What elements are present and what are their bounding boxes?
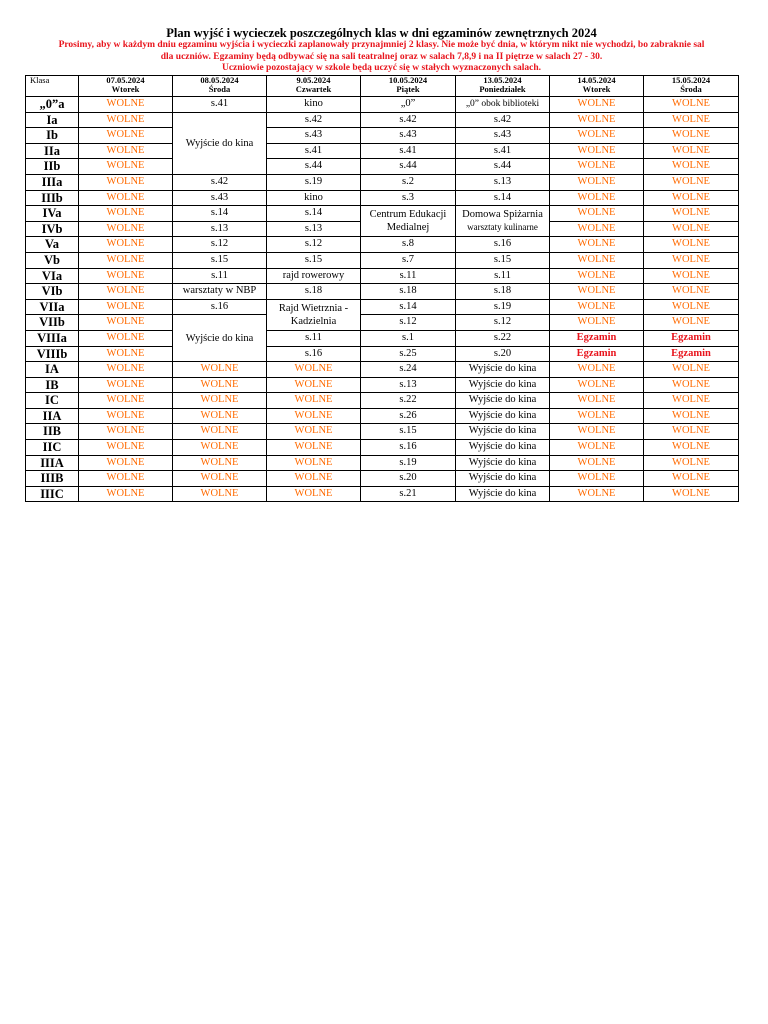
class-label: IIb (26, 159, 79, 175)
schedule-cell: WOLNE (644, 440, 739, 456)
schedule-cell: Wyjście do kina (173, 112, 267, 174)
schedule-cell: Wyjście do kina (456, 393, 550, 409)
schedule-cell: s.21 (361, 486, 456, 502)
schedule-cell: WOLNE (644, 315, 739, 331)
schedule-cell: WOLNE (173, 408, 267, 424)
class-label: IIIC (26, 486, 79, 502)
header-day: 15.05.2024 Środa (644, 76, 739, 97)
schedule-cell: WOLNE (550, 128, 644, 144)
schedule-cell: s.16 (361, 440, 456, 456)
schedule-cell: WOLNE (79, 471, 173, 487)
schedule-cell: s.26 (361, 408, 456, 424)
schedule-cell: WOLNE (79, 190, 173, 206)
schedule-cell: WOLNE (79, 299, 173, 315)
schedule-cell: WOLNE (644, 268, 739, 284)
schedule-cell: WOLNE (173, 455, 267, 471)
schedule-cell: s.25 (361, 346, 456, 362)
table-row (26, 471, 739, 487)
schedule-cell: s.12 (267, 237, 361, 253)
schedule-cell: WOLNE (267, 486, 361, 502)
schedule-table (25, 75, 739, 502)
table-row (26, 362, 739, 378)
schedule-cell: WOLNE (173, 486, 267, 502)
schedule-cell: WOLNE (644, 143, 739, 159)
class-label: Vb (26, 252, 79, 268)
table-row (26, 206, 739, 222)
schedule-cell: Wyjście do kina (173, 315, 267, 362)
schedule-cell: s.11 (361, 268, 456, 284)
schedule-cell: WOLNE (173, 471, 267, 487)
schedule-cell: WOLNE (550, 252, 644, 268)
table-row (26, 159, 739, 175)
schedule-cell: WOLNE (550, 206, 644, 222)
schedule-cell: s.13 (456, 174, 550, 190)
schedule-cell: warsztaty w NBP (173, 284, 267, 300)
table-row (26, 393, 739, 409)
schedule-cell: WOLNE (644, 299, 739, 315)
schedule-cell: WOLNE (267, 377, 361, 393)
table-row (26, 315, 739, 331)
schedule-cell: WOLNE (550, 159, 644, 175)
schedule-cell: WOLNE (550, 455, 644, 471)
schedule-cell: s.16 (173, 299, 267, 315)
schedule-cell: s.11 (267, 330, 361, 346)
header-klasa: Klasa (26, 76, 79, 97)
schedule-cell: s.13 (267, 221, 361, 237)
class-label: IIIA (26, 455, 79, 471)
class-label: VIIIb (26, 346, 79, 362)
schedule-cell: WOLNE (267, 362, 361, 378)
schedule-cell: WOLNE (644, 362, 739, 378)
schedule-cell: s.42 (267, 112, 361, 128)
schedule-cell: s.11 (456, 268, 550, 284)
table-row (26, 128, 739, 144)
table-row (26, 377, 739, 393)
schedule-cell: Wyjście do kina (456, 424, 550, 440)
schedule-cell: s.12 (361, 315, 456, 331)
class-label: IC (26, 393, 79, 409)
note-line-2: dla uczniów. Egzaminy będą odbywać się na sali teatralnej oraz w salach 7,8,9 i na II piętrze w salach 27 - 30. (160, 51, 603, 62)
schedule-cell: WOLNE (79, 143, 173, 159)
schedule-cell: s.43 (173, 190, 267, 206)
table-row (26, 299, 739, 315)
schedule-cell: s.14 (361, 299, 456, 315)
schedule-cell: s.19 (361, 455, 456, 471)
table-row (26, 346, 739, 362)
schedule-cell: s.15 (267, 252, 361, 268)
table-row (26, 174, 739, 190)
schedule-cell: s.12 (456, 315, 550, 331)
header-row (26, 76, 739, 97)
class-label: IIa (26, 143, 79, 159)
schedule-cell: WOLNE (550, 440, 644, 456)
schedule-cell: WOLNE (267, 424, 361, 440)
note-bottom: Uczniowie pozostający w szkole będą uczyć się w stałych wyznaczonych salach. (221, 63, 541, 73)
table-row (26, 330, 739, 346)
schedule-cell: Egzamin (644, 330, 739, 346)
header-day: 10.05.2024 Piątek (361, 76, 456, 97)
schedule-cell: WOLNE (79, 206, 173, 222)
schedule-cell: Wyjście do kina (456, 408, 550, 424)
schedule-cell: s.43 (267, 128, 361, 144)
schedule-cell: rajd rowerowy (267, 268, 361, 284)
schedule-cell: s.41 (456, 143, 550, 159)
class-label: VIb (26, 284, 79, 300)
schedule-cell: s.43 (361, 128, 456, 144)
class-label: IIIb (26, 190, 79, 206)
schedule-cell: WOLNE (644, 424, 739, 440)
class-label: IA (26, 362, 79, 378)
schedule-cell: WOLNE (550, 190, 644, 206)
table-row (26, 143, 739, 159)
schedule-cell: WOLNE (550, 393, 644, 409)
schedule-cell: WOLNE (79, 252, 173, 268)
schedule-cell: WOLNE (173, 377, 267, 393)
schedule-cell: WOLNE (550, 174, 644, 190)
schedule-cell: s.14 (456, 190, 550, 206)
table-row (26, 112, 739, 128)
schedule-cell: WOLNE (79, 268, 173, 284)
schedule-cell: s.41 (173, 97, 267, 113)
schedule-cell: WOLNE (550, 471, 644, 487)
schedule-cell: WOLNE (79, 112, 173, 128)
header-day: 14.05.2024 Wtorek (550, 76, 644, 97)
schedule-cell: WOLNE (644, 112, 739, 128)
schedule-cell: WOLNE (267, 393, 361, 409)
schedule-cell: WOLNE (644, 284, 739, 300)
class-label: Ib (26, 128, 79, 144)
schedule-cell: WOLNE (79, 330, 173, 346)
schedule-cell: s.16 (456, 237, 550, 253)
schedule-cell: WOLNE (550, 284, 644, 300)
schedule-cell: WOLNE (644, 455, 739, 471)
schedule-cell: s.19 (267, 174, 361, 190)
schedule-cell: s.18 (361, 284, 456, 300)
header-day: 07.05.2024 Wtorek (79, 76, 173, 97)
class-label: IIA (26, 408, 79, 424)
schedule-cell: Centrum Edukacji Medialnej (361, 206, 456, 237)
schedule-cell: WOLNE (79, 377, 173, 393)
table-row (26, 408, 739, 424)
schedule-cell: s.12 (173, 237, 267, 253)
schedule-cell: s.8 (361, 237, 456, 253)
schedule-cell: s.22 (361, 393, 456, 409)
class-label: IVa (26, 206, 79, 222)
schedule-cell: s.13 (361, 377, 456, 393)
note-line-1: Prosimy, aby w każdym dniu egzaminu wyjścia i wycieczki zaplanowały przynajmniej 2 klasy. Nie może być dnia, w którym nikt nie wychodzi, bo zabraknie sal (58, 40, 705, 50)
class-label: IIB (26, 424, 79, 440)
schedule-cell: WOLNE (267, 471, 361, 487)
schedule-cell: s.44 (267, 159, 361, 175)
header-day: 9.05.2024 Czwartek (267, 76, 361, 97)
schedule-cell: WOLNE (644, 486, 739, 502)
schedule-cell: WOLNE (550, 362, 644, 378)
schedule-cell: WOLNE (267, 455, 361, 471)
class-label: IIIa (26, 174, 79, 190)
schedule-cell: Egzamin (550, 346, 644, 362)
schedule-cell: s.20 (456, 346, 550, 362)
header-day: 13.05.2024 Poniedziałek (456, 76, 550, 97)
schedule-cell: s.13 (173, 221, 267, 237)
schedule-cell: Wyjście do kina (456, 471, 550, 487)
table-row (26, 486, 739, 502)
class-label: Ia (26, 112, 79, 128)
schedule-cell: WOLNE (644, 377, 739, 393)
schedule-cell: WOLNE (644, 408, 739, 424)
class-label: IIIB (26, 471, 79, 487)
class-label: VIa (26, 268, 79, 284)
schedule-cell: WOLNE (79, 128, 173, 144)
schedule-cell: WOLNE (550, 486, 644, 502)
schedule-cell: WOLNE (644, 190, 739, 206)
schedule-cell: s.15 (173, 252, 267, 268)
schedule-cell: WOLNE (644, 206, 739, 222)
schedule-cell: WOLNE (550, 424, 644, 440)
schedule-cell: WOLNE (644, 237, 739, 253)
schedule-cell: s.18 (267, 284, 361, 300)
schedule-cell: Wyjście do kina (456, 440, 550, 456)
schedule-cell: Wyjście do kina (456, 455, 550, 471)
schedule-cell: WOLNE (79, 221, 173, 237)
table-row (26, 268, 739, 284)
schedule-cell: WOLNE (79, 346, 173, 362)
page-title: Plan wyjść i wycieczek poszczególnych klas w dni egzaminów zewnętrznych 2024 (166, 26, 597, 40)
schedule-cell: WOLNE (550, 221, 644, 237)
schedule-cell: s.15 (361, 424, 456, 440)
table-row (26, 97, 739, 113)
schedule-cell: s.20 (361, 471, 456, 487)
schedule-cell: WOLNE (550, 112, 644, 128)
schedule-cell: WOLNE (644, 97, 739, 113)
schedule-cell: s.44 (361, 159, 456, 175)
schedule-cell: s.14 (173, 206, 267, 222)
class-label: IIC (26, 440, 79, 456)
schedule-cell: WOLNE (644, 128, 739, 144)
schedule-cell: WOLNE (550, 237, 644, 253)
schedule-cell: WOLNE (173, 424, 267, 440)
class-label: VIIIa (26, 330, 79, 346)
schedule-cell: kino (267, 97, 361, 113)
schedule-cell: s.14 (267, 206, 361, 222)
schedule-cell: WOLNE (79, 362, 173, 378)
schedule-cell: WOLNE (550, 268, 644, 284)
schedule-cell: WOLNE (644, 471, 739, 487)
document-page (25, 26, 738, 502)
schedule-cell: WOLNE (173, 440, 267, 456)
schedule-cell: WOLNE (79, 174, 173, 190)
schedule-cell: s.19 (456, 299, 550, 315)
table-row (26, 190, 739, 206)
schedule-cell: s.22 (456, 330, 550, 346)
table-row (26, 284, 739, 300)
schedule-cell: WOLNE (79, 159, 173, 175)
class-label: VIIa (26, 299, 79, 315)
schedule-cell: s.18 (456, 284, 550, 300)
schedule-cell: WOLNE (79, 424, 173, 440)
schedule-cell: WOLNE (550, 315, 644, 331)
schedule-cell: WOLNE (550, 377, 644, 393)
schedule-cell: s.41 (361, 143, 456, 159)
schedule-cell: WOLNE (79, 237, 173, 253)
schedule-cell: Domowa Spiżarnia warsztaty kulinarne (456, 206, 550, 237)
schedule-cell: WOLNE (79, 97, 173, 113)
schedule-cell: WOLNE (79, 486, 173, 502)
table-body (26, 97, 739, 502)
schedule-cell: s.41 (267, 143, 361, 159)
schedule-cell: s.16 (267, 346, 361, 362)
schedule-cell: WOLNE (550, 408, 644, 424)
schedule-cell: s.24 (361, 362, 456, 378)
schedule-cell: WOLNE (79, 315, 173, 331)
schedule-cell: WOLNE (550, 143, 644, 159)
schedule-cell: s.15 (456, 252, 550, 268)
schedule-cell: WOLNE (79, 440, 173, 456)
schedule-cell: WOLNE (173, 362, 267, 378)
table-row (26, 440, 739, 456)
schedule-cell: s.1 (361, 330, 456, 346)
schedule-cell: Wyjście do kina (456, 362, 550, 378)
schedule-cell: WOLNE (644, 221, 739, 237)
table-row (26, 237, 739, 253)
schedule-cell: s.44 (456, 159, 550, 175)
schedule-cell: WOLNE (267, 408, 361, 424)
class-label: IVb (26, 221, 79, 237)
schedule-cell: WOLNE (644, 159, 739, 175)
header-day: 08.05.2024 Środa (173, 76, 267, 97)
schedule-cell: Egzamin (644, 346, 739, 362)
table-row (26, 252, 739, 268)
schedule-cell: s.42 (173, 174, 267, 190)
schedule-cell: s.11 (173, 268, 267, 284)
schedule-cell: WOLNE (79, 393, 173, 409)
schedule-cell: s.42 (456, 112, 550, 128)
schedule-cell: WOLNE (644, 393, 739, 409)
class-label: IB (26, 377, 79, 393)
schedule-cell: WOLNE (550, 299, 644, 315)
schedule-cell: s.7 (361, 252, 456, 268)
schedule-cell: WOLNE (79, 455, 173, 471)
schedule-cell: WOLNE (173, 393, 267, 409)
table-row (26, 424, 739, 440)
class-label: „0”a (26, 97, 79, 113)
schedule-cell: s.3 (361, 190, 456, 206)
schedule-cell: „0” (361, 97, 456, 113)
schedule-cell: WOLNE (644, 252, 739, 268)
schedule-cell: s.43 (456, 128, 550, 144)
schedule-cell: kino (267, 190, 361, 206)
schedule-cell: Wyjście do kina (456, 486, 550, 502)
schedule-cell: Wyjście do kina (456, 377, 550, 393)
schedule-cell: WOLNE (644, 174, 739, 190)
schedule-cell: s.42 (361, 112, 456, 128)
schedule-cell: WOLNE (79, 408, 173, 424)
schedule-cell: s.2 (361, 174, 456, 190)
table-row (26, 455, 739, 471)
schedule-cell: Egzamin (550, 330, 644, 346)
schedule-cell: WOLNE (79, 284, 173, 300)
class-label: Va (26, 237, 79, 253)
class-label: VIIb (26, 315, 79, 331)
schedule-cell: WOLNE (267, 440, 361, 456)
schedule-cell: WOLNE (550, 97, 644, 113)
schedule-cell: „0” obok biblioteki (456, 97, 550, 113)
schedule-cell: Rajd Wietrznia - Kadzielnia (267, 299, 361, 330)
